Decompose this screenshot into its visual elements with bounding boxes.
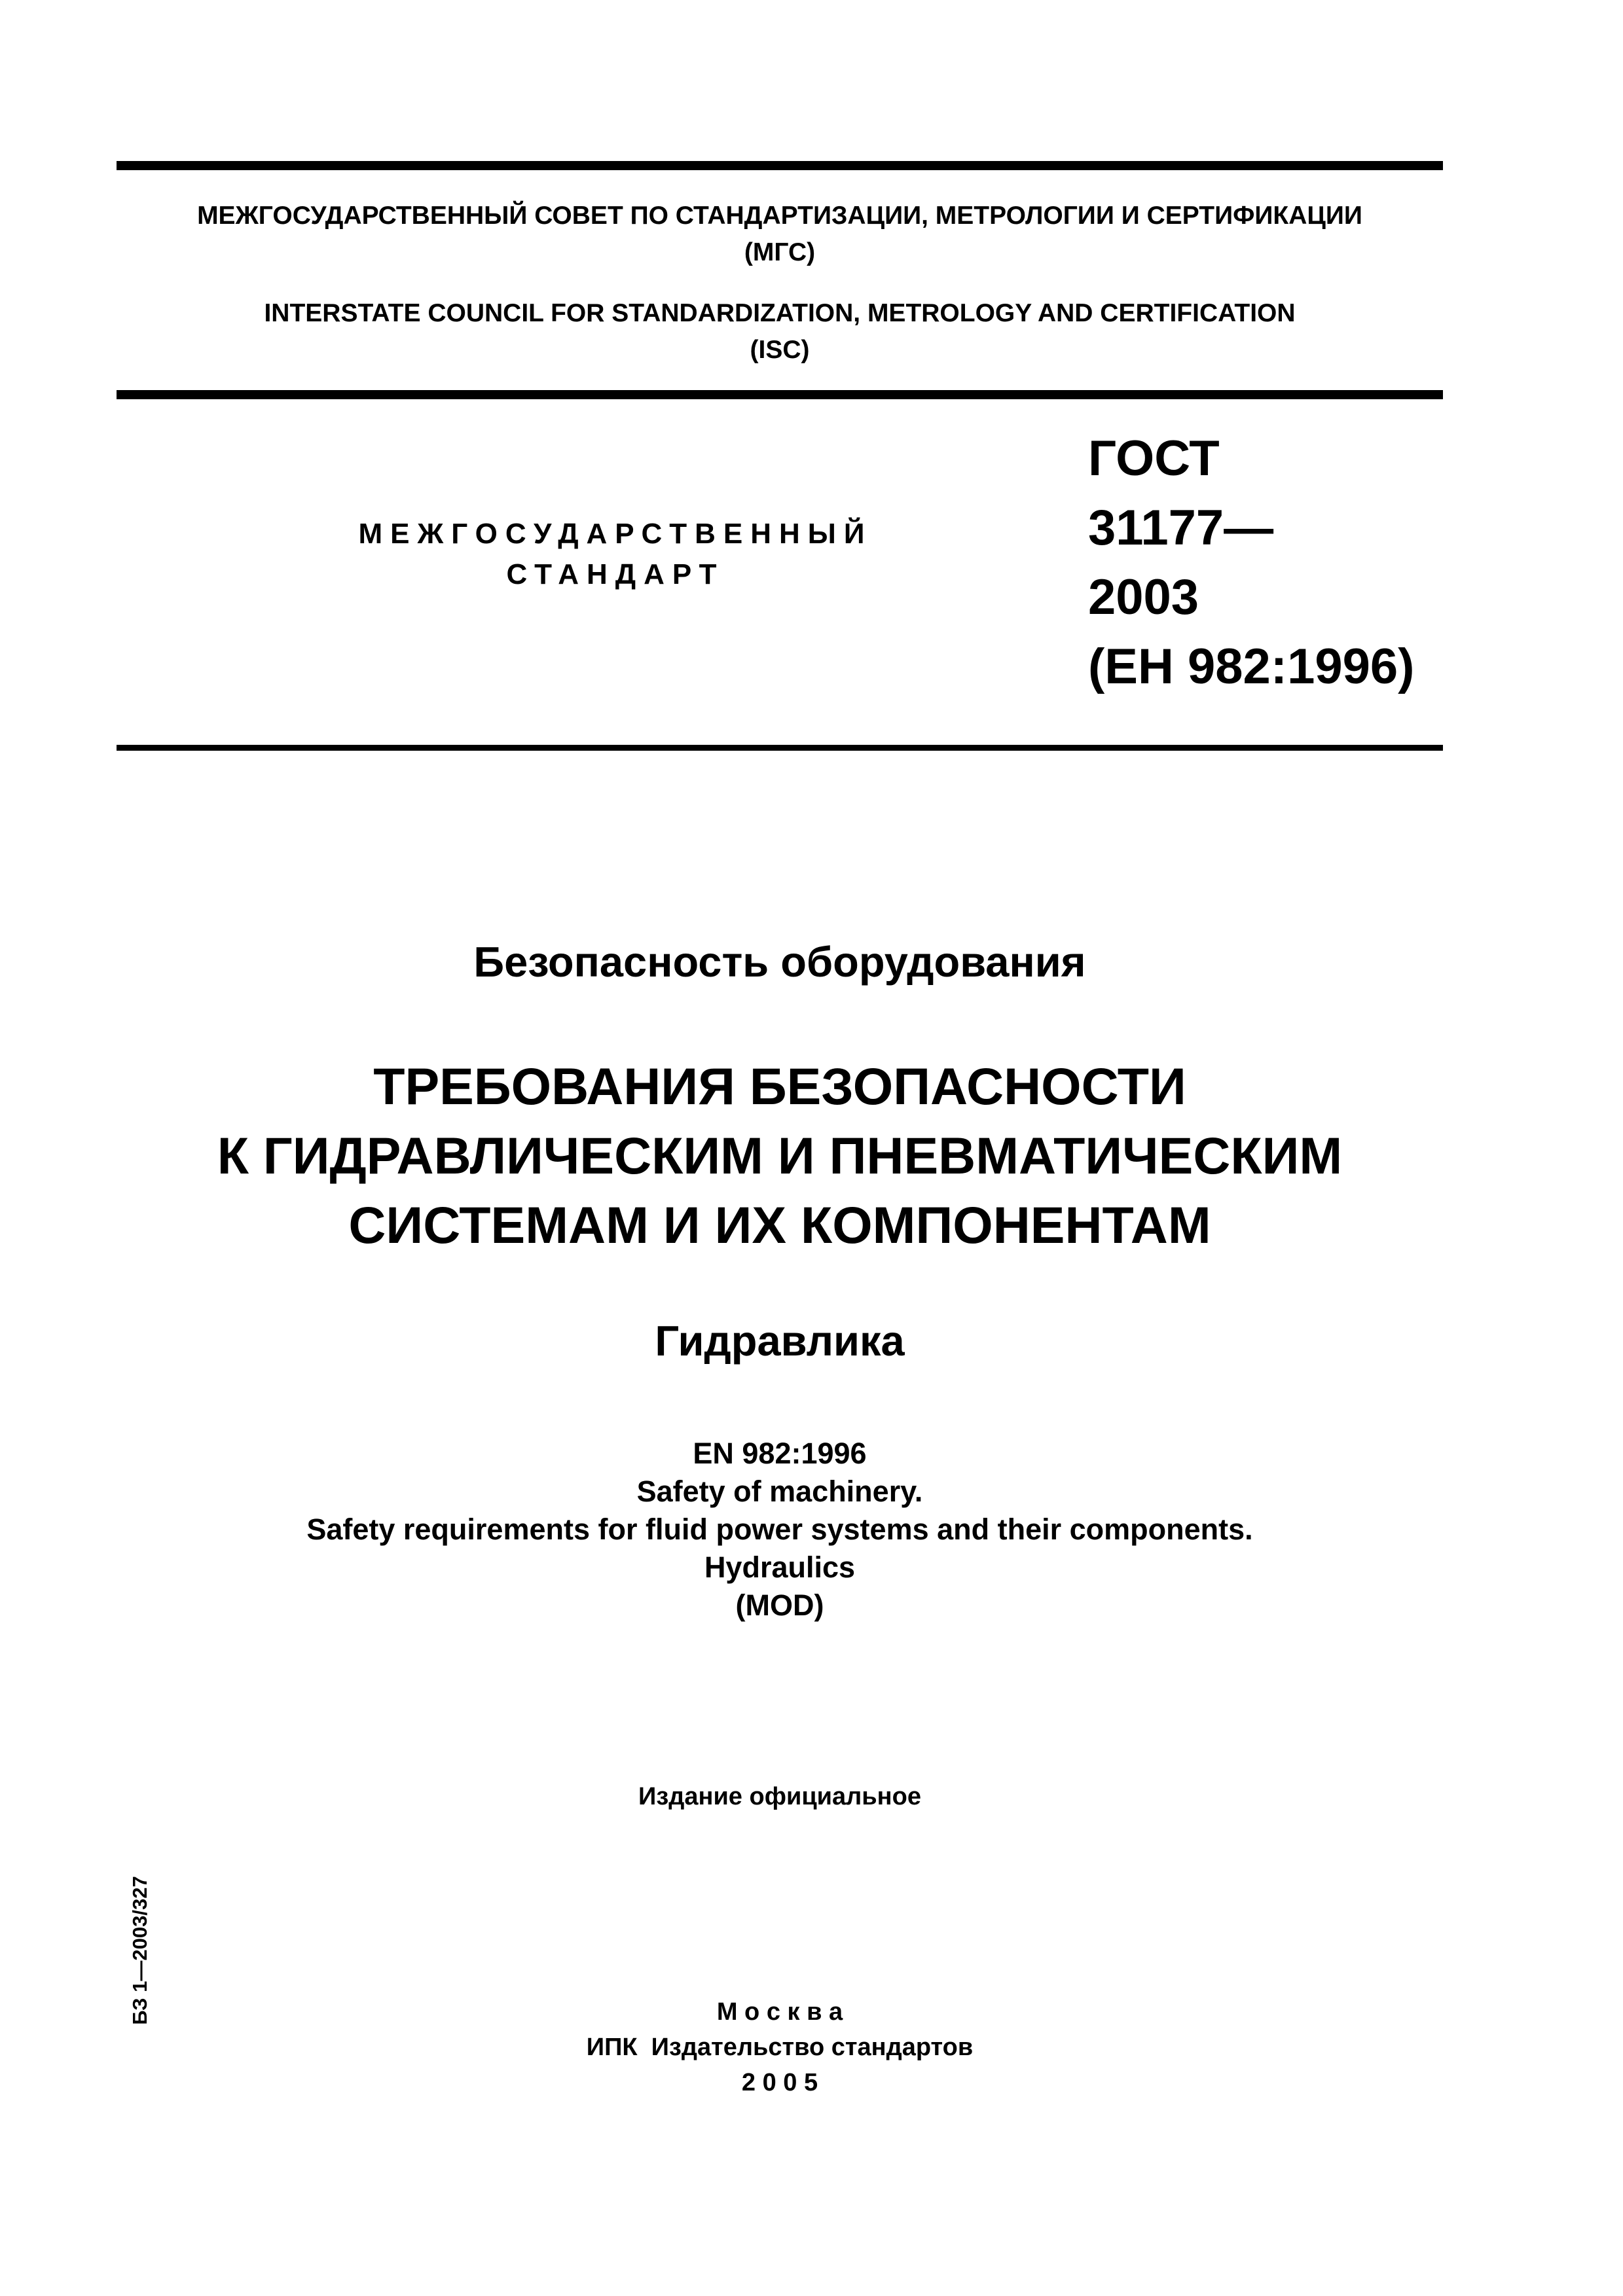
council-ru-line2: (МГС) [744, 238, 816, 266]
main-title-line3: СИСТЕМАМ И ИХ КОМПОНЕНТАМ [348, 1196, 1211, 1254]
designation-rule [117, 745, 1443, 751]
council-en-line2: (ISC) [750, 336, 810, 364]
standard-type [288, 514, 943, 595]
publisher-block [117, 1994, 1443, 2100]
gost-line1: ГОСТ [1088, 431, 1220, 486]
council-en-line1: INTERSTATE COUNCIL FOR STANDARDIZATION, METROLOGY AND CERTIFICATION [264, 299, 1296, 327]
standard-type-line1: МЕЖГОСУДАРСТВЕННЫЙ [358, 518, 873, 550]
english-line3: Safety requirements for fluid power systems and their components. [306, 1513, 1253, 1546]
publisher-city: М о с к в а [716, 1998, 843, 2026]
top-rule [117, 161, 1443, 170]
gost-line4: (ЕН 982:1996) [1088, 639, 1415, 694]
side-code: БЗ 1—2003/327 [128, 1876, 151, 2025]
publisher-name: ИПК Издательство стандартов [586, 2034, 974, 2061]
gost-line3: 2003 [1088, 569, 1199, 625]
edition-label: Издание официальное [638, 1783, 921, 1810]
english-line5: (MOD) [735, 1588, 824, 1622]
main-title-line2: К ГИДРАВЛИЧЕСКИМ И ПНЕВМАТИЧЕСКИМ [217, 1126, 1343, 1185]
english-line1: EN 982:1996 [693, 1437, 867, 1470]
publisher-year: 2 0 0 5 [741, 2069, 818, 2096]
main-title-line1: ТРЕБОВАНИЯ БЕЗОПАСНОСТИ [373, 1057, 1186, 1115]
english-line2: Safety of machinery. [636, 1475, 923, 1508]
english-block [117, 1435, 1443, 1624]
part-title: Гидравлика [655, 1317, 905, 1365]
council-ru-line1: МЕЖГОСУДАРСТВЕННЫЙ СОВЕТ ПО СТАНДАРТИЗАЦИИ, МЕТРОЛОГИИ И СЕРТИФИКАЦИИ [197, 202, 1362, 230]
gost-line2: 31177— [1088, 500, 1274, 556]
english-line4: Hydraulics [704, 1551, 856, 1584]
standard-type-line2: СТАНДАРТ [506, 558, 725, 590]
subject-title: Безопасность оборудования [473, 938, 1086, 986]
gost-designation [1088, 424, 1415, 702]
header-rule [117, 390, 1443, 399]
